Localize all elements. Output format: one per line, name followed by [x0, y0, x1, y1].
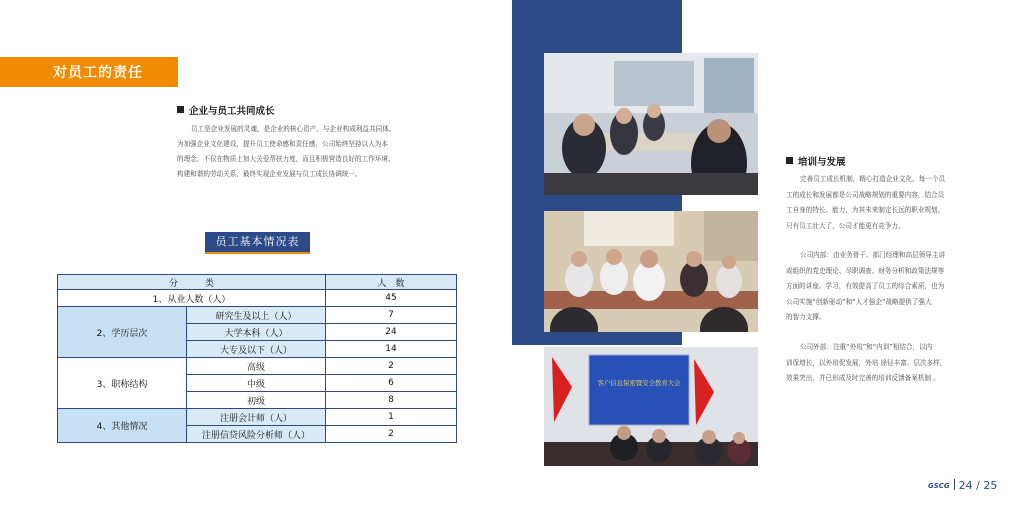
- table-row: [58, 290, 457, 307]
- growth-line: 为加强企业文化建设，提升员工使命感和责任感，公司始终坚持以人为本: [177, 140, 388, 148]
- meeting-photo-3: [544, 347, 758, 466]
- row-value: 14: [326, 341, 457, 358]
- growth-paragraph: [177, 122, 395, 182]
- training-line: 完善员工成长机制，精心打造企业文化。每一个员: [800, 175, 946, 183]
- group-label-title: 3、职称结构: [58, 358, 187, 409]
- growth-line: 构建和谐的劳动关系，最终实现企业发展与员工成长协调统一。: [177, 170, 362, 178]
- row-value: 2: [326, 358, 457, 375]
- meeting-photo-2-image: [544, 211, 758, 332]
- meeting-photo-1: [544, 53, 758, 195]
- training-line: 的智力支撑。: [786, 313, 826, 321]
- training-line: 公司内部：由业务骨干、部门经理和高层领导主讲: [800, 251, 946, 259]
- page-title: 对员工的责任: [53, 65, 143, 81]
- square-bullet-icon: [177, 106, 184, 113]
- row-label: 高级: [187, 358, 326, 375]
- header-category: 分 类: [58, 275, 326, 290]
- row-label: 大学本科（人）: [187, 324, 326, 341]
- table-title: 员工基本情况表: [215, 235, 300, 248]
- table-row: [58, 358, 457, 375]
- square-bullet-icon: [786, 157, 793, 164]
- meeting-photo-1-image: [544, 53, 758, 195]
- training-line: 工的成长和发展都是公司战略规划的重要内容，结合员: [786, 190, 945, 199]
- training-line: 工自身的特长、能力，为其未来制定长远的职业规划。: [786, 206, 945, 214]
- header-count: 人 数: [326, 275, 457, 290]
- row-label: 注册信贷风险分析师（人）: [187, 426, 326, 443]
- row-value: 8: [326, 392, 457, 409]
- row-value: 7: [326, 307, 457, 324]
- section-heading-training: 培训与发展: [786, 154, 846, 168]
- meeting-photo-2: [544, 211, 758, 332]
- table-header-row: [58, 275, 457, 290]
- table-row: [58, 409, 457, 426]
- training-paragraph-1: [786, 172, 945, 234]
- training-line: 公司实施“创新驱动”和“人才强企”战略提供了强大: [786, 297, 932, 306]
- row-value: 1: [326, 409, 457, 426]
- row-value: 2: [326, 426, 457, 443]
- training-line: 效果突出，并已形成及时完善的培训反馈备案机制 。: [786, 374, 940, 382]
- footer-divider: [954, 479, 955, 490]
- training-line: 训保增长，以外培促发展，外培 途径丰富、层次多样，: [786, 358, 947, 367]
- growth-line: 员工是企业发展的灵魂，是企业的核心资产。与企业构成利益共同体。: [191, 125, 396, 133]
- group-label-other: 4、其他情况: [58, 409, 187, 443]
- row-value: 6: [326, 375, 457, 392]
- training-line: 公司外部：注重“外培”和“内训”相结合，以内: [800, 343, 933, 351]
- table-row: [58, 307, 457, 324]
- table-title-underline: [205, 252, 310, 254]
- total-label: 1、从业人数（人）: [58, 290, 326, 307]
- training-line: 只有员工壮大了，公司才能更有竞争力。: [786, 221, 905, 230]
- growth-line: 的理念，不仅在物质上加大关爱帮扶力度，而且积极营造良好的工作环境、: [177, 155, 395, 163]
- row-label: 初级: [187, 392, 326, 409]
- row-label: 注册会计师（人）: [187, 409, 326, 426]
- gscg-logo: GSCG: [928, 482, 950, 490]
- training-line: 或组织的党史理论、尽职调查、财务分析和政策法规等: [786, 266, 945, 275]
- page-footer: [928, 479, 997, 492]
- row-value: 24: [326, 324, 457, 341]
- banner-text: 客户信息保密暨安全教育大会: [597, 379, 681, 387]
- section-heading-growth: 企业与员工共同成长: [177, 103, 275, 117]
- meeting-photo-3-image: [544, 347, 758, 466]
- group-label-education: 2、学历层次: [58, 307, 187, 358]
- training-paragraph-3: [786, 340, 946, 387]
- training-line: 方面的讲座、学习，有效提高了员工的综合素质，也为: [786, 282, 945, 290]
- total-value: 45: [326, 290, 457, 307]
- row-label: 研究生及以上（人）: [187, 307, 326, 324]
- row-label: 大专及以下（人）: [187, 341, 326, 358]
- staff-table: [57, 274, 457, 443]
- row-label: 中级: [187, 375, 326, 392]
- training-paragraph-2: [786, 248, 945, 326]
- page-numbers: 24 / 25: [958, 479, 998, 492]
